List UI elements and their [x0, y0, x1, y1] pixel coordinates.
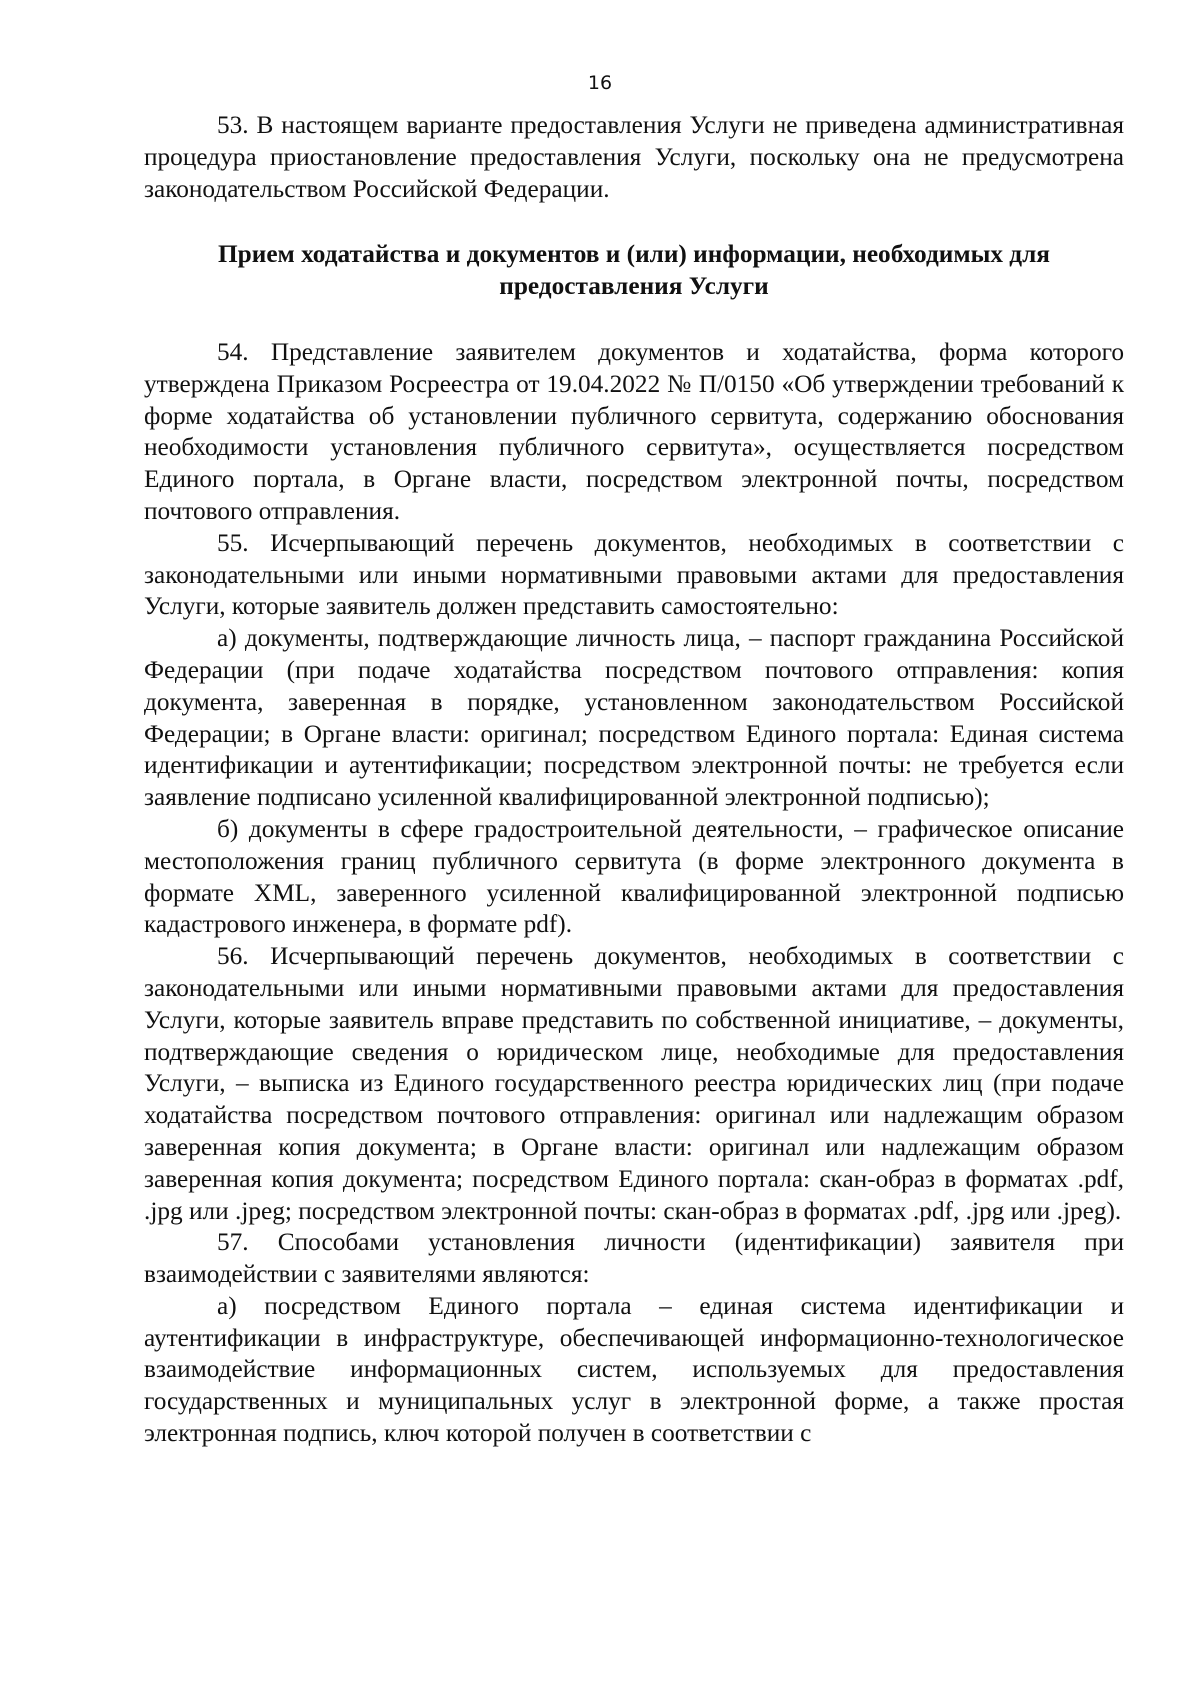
- paragraph-55-a: а) документы, подтверждающие личность лица, – паспорт гражданина Российской Федерации (при подаче ходатайства посредством почтового отправления: копия документа, заверенная в порядке, установленном законодательством Российской Федерации; в Органе власти: оригинал; посредством Единого портала: Единая система идентификации и аутентификации; посредством электронной почты: не требуется если заявление подписано усиленной квалифицированной электронной подписью);: [144, 624, 1124, 812]
- paragraph-53: 53. В настоящем варианте предоставления Услуги не приведена административная процедура приостановление предоставления Услуги, поскольку она не предусмотрена законодательством Российской Федерации.: [144, 111, 1124, 203]
- paragraph-57: 57. Способами установления личности (идентификации) заявителя при взаимодействии с заявителями являются:: [144, 1228, 1124, 1289]
- document-body: [144, 110, 1124, 1450]
- paragraph-56: 56. Исчерпывающий перечень документов, необходимых в соответствии с законодательными или иными нормативными правовыми актами для предоставления Услуги, которые заявитель вправе представить по собственной инициативе, – документы, подтверждающие сведения о юридическом лице, необходимые для предоставления Услуги, – выписка из Единого государственного реестра юридических лиц (при подаче ходатайства посредством почтового отправления: оригинал или надлежащим образом заверенная копия документа; в Органе власти: оригинал или надлежащим образом заверенная копия документа; посредством Единого портала: скан-образ в форматах .pdf, .jpg или .jpeg; посредством электронной почты: скан-образ в форматах .pdf, .jpg или .jpeg).: [144, 942, 1124, 1225]
- section-heading: Прием ходатайства и документов и (или) информации, необходимых для предоставления Услуги: [218, 240, 1050, 301]
- paragraph-54: 54. Представление заявителем документов и ходатайства, форма которого утверждена Приказом Росреестра от 19.04.2022 № П/0150 «Об утверждении требований к форме ходатайства об установлении публичного сервитута, содержанию обоснования необходимости установления публичного сервитута», осуществляется посредством Единого портала, в Органе власти, посредством электронной почты, посредством почтового отправления.: [144, 337, 1124, 525]
- paragraph-55-b: б) документы в сфере градостроительной деятельности, – графическое описание местоположения границ публичного сервитута (в форме электронного документа в формате XML, заверенного усиленной квалифицированной электронной подписью кадастрового инженера, в формате pdf).: [144, 814, 1124, 939]
- page-number: 16: [587, 72, 613, 94]
- paragraph-57-a: а) посредством Единого портала – единая система идентификации и аутентификации в инфраструктуре, обеспечивающей информационно-технологическое взаимодействие информационных систем, используемых для предоставления государственных и муниципальных услуг в электронной форме, а также простая электронная подпись, ключ которой получен в соответствии с: [144, 1291, 1124, 1448]
- paragraph-55: 55. Исчерпывающий перечень документов, необходимых в соответствии с законодательными или иными нормативными правовыми актами для предоставления Услуги, которые заявитель должен представить самостоятельно:: [144, 528, 1124, 621]
